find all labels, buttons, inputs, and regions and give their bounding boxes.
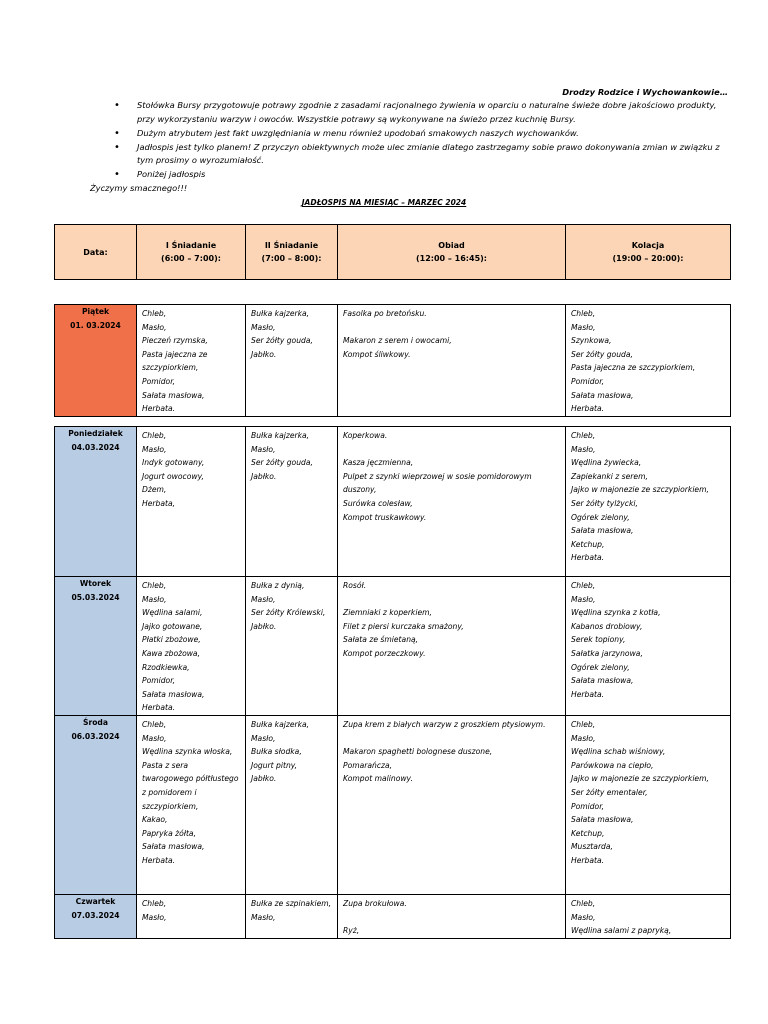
breakfast1-cell	[137, 577, 246, 716]
menu-item: Wędlina szynka włoska,	[142, 747, 233, 757]
table-row	[55, 894, 731, 938]
breakfast2-cell	[246, 427, 338, 577]
menu-item: Rzodkiewka,	[142, 662, 190, 672]
menu-item: Ziemniaki z koperkiem,	[343, 608, 432, 618]
menu-item: Jabłko.	[251, 349, 277, 359]
menu-item: Jabłko.	[251, 774, 277, 784]
breakfast1-cell	[137, 715, 246, 894]
menu-item: Ser żółty gouda,	[571, 349, 633, 359]
date-cell: Czwartek 07.03.2024	[55, 894, 137, 938]
breakfast1-cell	[137, 894, 246, 938]
menu-item: Masło,	[142, 322, 167, 332]
menu-item: Chleb,	[571, 309, 596, 318]
breakfast2-cell	[246, 577, 338, 716]
menu-item: Jogurt pitny,	[251, 760, 298, 770]
menu-item: Jabłko.	[251, 621, 277, 631]
menu-item: Bułka kajzerka,	[251, 431, 310, 440]
menu-title: JADŁOSPIS NA MIESIĄC – MARZEC 2024	[301, 198, 467, 207]
menu-item: Chleb,	[571, 581, 596, 590]
lunch-cell	[338, 427, 566, 577]
menu-item: Sałata masłowa,	[142, 390, 205, 400]
menu-item: Herbata.	[142, 855, 176, 865]
table-row	[55, 427, 731, 577]
menu-table-week	[54, 426, 731, 939]
menu-item: Jajko w majonezie ze szczypiorkiem,	[571, 774, 709, 784]
menu-item: Wędlina salami z papryką,	[571, 926, 672, 936]
menu-item: Bułka z dynią,	[251, 581, 305, 590]
date-cell: Środa 06.03.2024	[55, 715, 137, 894]
menu-item: Zupa krem z białych warzyw z groszkiem ptysiowym.	[343, 719, 546, 729]
menu-item: Kompot porzeczkowy.	[343, 648, 426, 658]
menu-item: Chleb,	[142, 581, 167, 590]
menu-item: Pomidor,	[571, 376, 605, 386]
menu-item: Kompot malinowy.	[343, 774, 413, 784]
menu-item: Chleb,	[571, 719, 596, 729]
lunch-cell	[338, 577, 566, 716]
menu-item: Masło,	[571, 444, 596, 454]
menu-item: Masło,	[142, 733, 167, 743]
menu-item: Wędlina salami,	[142, 608, 203, 618]
menu-item: Jogurt owocowy,	[142, 471, 204, 481]
menu-item: Ogórek zielony,	[571, 662, 630, 672]
menu-item: Masło,	[571, 733, 596, 743]
date-cell: Piątek 01. 03.2024	[55, 305, 137, 417]
menu-item: Pulpet z szynki wieprzowej w sosie pomidorowym duszony,	[343, 471, 535, 495]
intro-item: • Jadłospis jest tylko planem! Z przyczyn obiektywnych może ulec zmianie dlatego zastrzegamy sobie prawo dokonywania zmian w związku z tym prosimy o wyrozumiałość.	[102, 141, 734, 168]
header-supper: Kolacja (19:00 – 20:00):	[566, 225, 731, 280]
breakfast2-cell	[246, 894, 338, 938]
supper-cell	[566, 577, 731, 716]
table-row	[55, 577, 731, 716]
date-cell: Wtorek 05.03.2024	[55, 577, 137, 716]
menu-item: Papryka żółta,	[142, 828, 196, 838]
menu-item: Masło,	[571, 594, 596, 604]
breakfast1-cell	[137, 427, 246, 577]
menu-item: Sałata masłowa,	[571, 390, 634, 400]
header-date: Data:	[55, 225, 137, 280]
menu-item: Sałata masłowa,	[142, 689, 205, 699]
menu-item: Masło,	[251, 322, 276, 332]
menu-item: Koperkowa.	[343, 431, 388, 440]
menu-item: Wędlina schab wiśniowy,	[571, 747, 666, 757]
menu-item: Surówka colesław,	[343, 498, 413, 508]
menu-item: Ketchup,	[571, 828, 605, 838]
menu-item: Makaron spaghetti bolognese duszone,	[343, 747, 493, 757]
menu-item: Indyk gotowany,	[142, 458, 205, 468]
breakfast2-cell	[246, 305, 338, 417]
menu-item: Sałata masłowa,	[142, 842, 205, 852]
menu-item: Masło,	[142, 594, 167, 604]
menu-item: Makaron z serem i owocami,	[343, 336, 452, 346]
supper-cell	[566, 305, 731, 417]
menu-item: Musztarda,	[571, 842, 613, 852]
menu-item: Herbata.	[142, 404, 176, 414]
menu-item: Herbata.	[571, 689, 605, 699]
menu-item: Kasza jęczmienna,	[343, 458, 414, 468]
menu-item: Ogórek zielony,	[571, 512, 630, 522]
lunch-cell	[338, 305, 566, 417]
menu-item: Dżem,	[142, 485, 167, 495]
menu-item: Masło,	[251, 733, 276, 743]
supper-cell	[566, 427, 731, 577]
menu-item: Pomidor,	[571, 801, 605, 811]
menu-item: Pasta jajeczna ze szczypiorkiem,	[142, 349, 210, 373]
menu-item: Kompot śliwkowy.	[343, 349, 411, 359]
breakfast2-cell	[246, 715, 338, 894]
menu-item: Filet z piersi kurczaka smażony,	[343, 621, 464, 631]
menu-item: Herbata.	[571, 404, 605, 414]
menu-item: Chleb,	[142, 309, 167, 318]
menu-item: Szynkowa,	[571, 336, 612, 346]
date-cell: Poniedziałek 04.03.2024	[55, 427, 137, 577]
menu-item: Sałata masłowa,	[571, 815, 634, 825]
menu-item	[343, 443, 560, 457]
menu-item: Chleb,	[571, 431, 596, 440]
header-breakfast2: II Śniadanie (7:00 – 8:00):	[246, 225, 338, 280]
menu-item: Ser żółty tylżycki,	[571, 498, 638, 508]
menu-item: Kawa zbożowa,	[142, 648, 201, 658]
menu-item: Herbata,	[142, 498, 176, 508]
menu-item: Pasta jajeczna ze szczypiorkiem,	[571, 363, 696, 373]
menu-item: Bułka kajzerka,	[251, 309, 310, 318]
lunch-cell	[338, 894, 566, 938]
menu-item: Masło,	[251, 912, 276, 922]
lunch-cell	[338, 715, 566, 894]
breakfast1-cell	[137, 305, 246, 417]
menu-item: Kakao,	[142, 815, 168, 825]
menu-item: Ryż,	[343, 926, 360, 936]
menu-item: Pomidor,	[142, 376, 176, 386]
supper-cell	[566, 894, 731, 938]
menu-item: Chleb,	[142, 431, 167, 440]
menu-item: Pomidor,	[142, 676, 176, 686]
menu-item: Masło,	[142, 912, 167, 922]
menu-item: Płatki zbożowe,	[142, 635, 201, 645]
menu-item: Wędlina żywiecka,	[571, 458, 642, 468]
menu-item	[343, 911, 560, 925]
menu-item: Herbata.	[142, 703, 176, 713]
intro-item: • Dużym atrybutem jest fakt uwzględniania w menu również upodobań smakowych naszych wychowanków.	[102, 127, 734, 141]
menu-item: Sałatka jarzynowa,	[571, 648, 643, 658]
menu-item: Bułka słodka,	[251, 747, 302, 757]
header-lunch: Obiad (12:00 – 16:45):	[338, 225, 566, 280]
menu-item: Fasolka po bretońsku.	[343, 309, 427, 318]
menu-item: Herbata.	[571, 553, 605, 563]
menu-item: Masło,	[251, 594, 276, 604]
menu-item: Serek topiony,	[571, 635, 626, 645]
menu-item	[343, 593, 560, 607]
menu-item: Zapiekanki z serem,	[571, 471, 648, 481]
intro-list	[102, 99, 734, 183]
wish-text: Życzymy smacznego!!!	[90, 183, 188, 193]
menu-item: Pieczeń rzymska,	[142, 336, 208, 346]
menu-item: Jabłko.	[251, 471, 277, 481]
header-breakfast1: I Śniadanie (6:00 – 7:00):	[137, 225, 246, 280]
intro-item: • Poniżej jadłospis	[102, 168, 734, 182]
menu-item: Masło,	[142, 444, 167, 454]
greeting: Drodzy Rodzice i Wychowankowie…	[562, 87, 728, 97]
menu-item: Masło,	[571, 322, 596, 332]
supper-cell	[566, 715, 731, 894]
menu-item: Zupa brokułowa.	[343, 898, 407, 908]
menu-item: Kabanos drobiowy,	[571, 621, 643, 631]
menu-item: Chleb,	[571, 898, 596, 908]
menu-item: Ser żółty gouda,	[251, 336, 313, 346]
menu-item: Herbata.	[571, 855, 605, 865]
intro-item: • Stołówka Bursy przygotowuje potrawy zgodnie z zasadami racjonalnego żywienia w oparciu o naturalne świeże dobre jakościowo produkty, przy wykorzystaniu warzyw i owoców. Wszystkie potrawy są wykonywane na świeżo przez kuchnię Bursy.	[102, 99, 734, 126]
table-row	[55, 305, 731, 417]
menu-item: Jajko w majonezie ze szczypiorkiem,	[571, 485, 709, 495]
menu-item: Masło,	[251, 444, 276, 454]
menu-item: Ketchup,	[571, 539, 605, 549]
menu-item: Ser żółty ementaler,	[571, 787, 648, 797]
menu-item: Parówkowa na ciepło,	[571, 760, 654, 770]
menu-item: Sałata masłowa,	[571, 676, 634, 686]
menu-item: Bułka kajzerka,	[251, 719, 310, 729]
menu-item: Ser żółty Królewski,	[251, 608, 326, 618]
menu-item: Pasta z sera twarogowego półtłustego z pomidorem i szczypiorkiem,	[142, 760, 241, 811]
menu-item: Ser żółty gouda,	[251, 458, 313, 468]
menu-item: Sałata masłowa,	[571, 526, 634, 536]
menu-item: Jajko gotowane,	[142, 621, 203, 631]
menu-item: Bułka ze szpinakiem,	[251, 898, 332, 908]
menu-item: Wędlina szynka z kotła,	[571, 608, 661, 618]
menu-table-friday	[54, 304, 731, 417]
menu-item	[343, 732, 560, 746]
menu-item: Kompot truskawkowy.	[343, 512, 427, 522]
menu-item: Sałata ze śmietaną,	[343, 635, 419, 645]
menu-item	[343, 321, 560, 335]
menu-item: Chleb,	[142, 898, 167, 908]
menu-item: Rosół.	[343, 581, 367, 590]
menu-item: Pomarańcza,	[343, 760, 393, 770]
menu-item: Chleb,	[142, 719, 167, 729]
table-row	[55, 715, 731, 894]
menu-item: Masło,	[571, 912, 596, 922]
menu-header-table	[54, 224, 731, 280]
